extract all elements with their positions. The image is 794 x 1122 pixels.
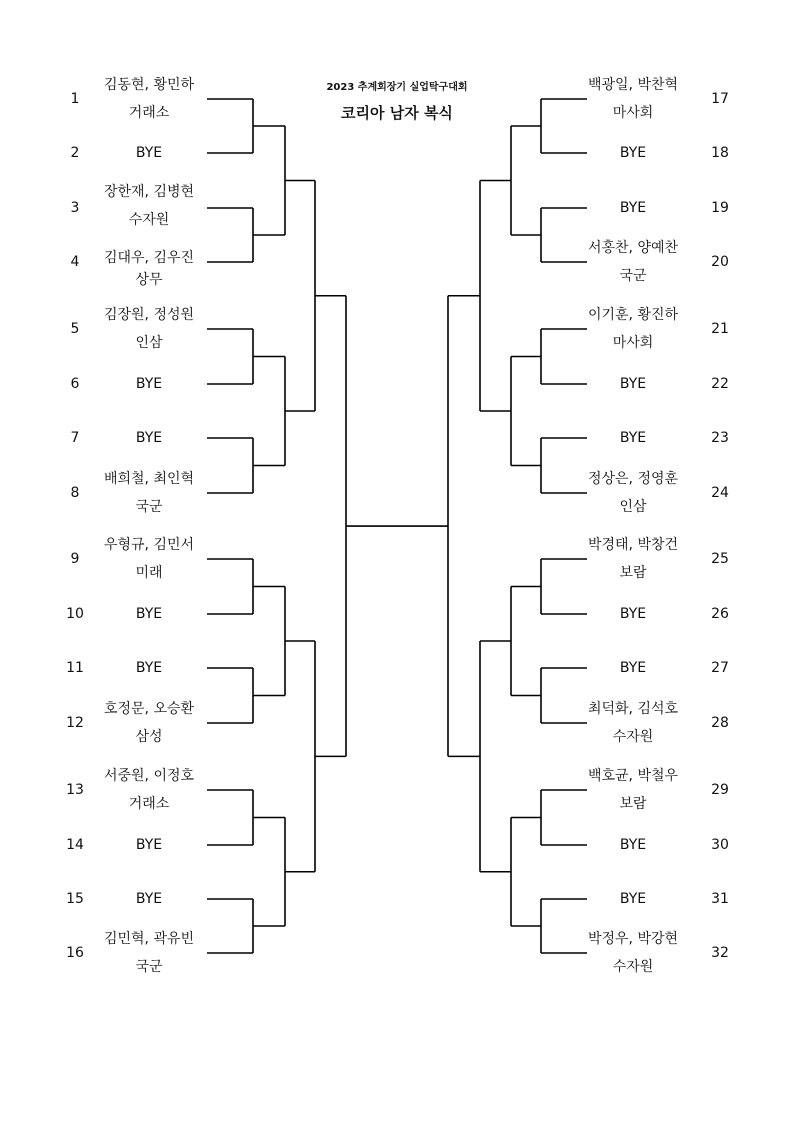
team-name: 수자원 — [612, 729, 654, 745]
team-name: 삼성 — [135, 729, 163, 745]
seed-number: 8 — [70, 485, 80, 501]
bye-slot: BYE — [135, 660, 163, 676]
player-pair-name: 김민혁, 곽유빈 — [103, 931, 195, 947]
team-name: 마사회 — [612, 105, 654, 121]
bye-slot: BYE — [619, 891, 647, 907]
seed-number: 2 — [70, 145, 80, 161]
seed-number: 20 — [711, 254, 729, 270]
team-name: 미래 — [135, 565, 163, 581]
seed-number: 5 — [70, 321, 80, 337]
seed-number: 19 — [711, 200, 729, 216]
seed-number: 3 — [70, 200, 80, 216]
seed-number: 15 — [66, 891, 84, 907]
seed-number: 21 — [711, 321, 729, 337]
player-pair-name: 백호균, 박철우 — [587, 768, 679, 784]
event-title: 2023 추계회장기 실업탁구대회 — [326, 82, 468, 93]
seed-number: 13 — [66, 782, 84, 798]
seed-number: 7 — [70, 430, 80, 446]
player-pair-name: 김장원, 정성원 — [103, 307, 195, 323]
seed-number: 26 — [711, 606, 729, 622]
bye-slot: BYE — [619, 145, 647, 161]
team-name: 국군 — [135, 499, 163, 515]
seed-number: 31 — [711, 891, 729, 907]
player-pair-name: 서중원, 이정호 — [103, 768, 195, 784]
team-name: 상무 — [135, 272, 163, 288]
bye-slot: BYE — [619, 606, 647, 622]
bye-slot: BYE — [619, 660, 647, 676]
team-name: 마사회 — [612, 335, 654, 351]
team-name: 인삼 — [619, 499, 647, 515]
team-name: 국군 — [135, 959, 163, 975]
seed-number: 12 — [66, 715, 84, 731]
seed-number: 25 — [711, 551, 729, 567]
seed-number: 16 — [66, 945, 84, 961]
seed-number: 6 — [70, 376, 80, 392]
player-pair-name: 호정문, 오승환 — [103, 701, 195, 717]
team-name: 보람 — [619, 796, 647, 812]
bye-slot: BYE — [135, 837, 163, 853]
seed-number: 23 — [711, 430, 729, 446]
seed-number: 28 — [711, 715, 729, 731]
seed-number: 27 — [711, 660, 729, 676]
bye-slot: BYE — [135, 145, 163, 161]
bye-slot: BYE — [619, 430, 647, 446]
seed-number: 1 — [70, 91, 80, 107]
seed-number: 14 — [66, 837, 84, 853]
seed-number: 4 — [70, 254, 80, 270]
seed-number: 29 — [711, 782, 729, 798]
bye-slot: BYE — [135, 606, 163, 622]
team-name: 거래소 — [128, 105, 170, 121]
seed-number: 18 — [711, 145, 729, 161]
seed-number: 10 — [66, 606, 84, 622]
player-pair-name: 박정우, 박강현 — [587, 931, 679, 947]
player-pair-name: 백광일, 박찬혁 — [587, 77, 679, 93]
bye-slot: BYE — [135, 891, 163, 907]
team-name: 수자원 — [612, 959, 654, 975]
seed-number: 11 — [66, 660, 84, 676]
team-name: 거래소 — [128, 796, 170, 812]
team-name: 수자원 — [128, 212, 170, 228]
player-pair-name: 우형규, 김민서 — [103, 537, 195, 553]
player-pair-name: 박경태, 박창건 — [587, 537, 679, 553]
player-pair-name: 최덕화, 김석호 — [587, 701, 679, 717]
bye-slot: BYE — [135, 376, 163, 392]
bye-slot: BYE — [619, 376, 647, 392]
player-pair-name: 김대우, 김우진 — [103, 250, 195, 266]
player-pair-name: 서홍찬, 양예찬 — [587, 240, 679, 256]
player-pair-name: 이기훈, 황진하 — [587, 307, 679, 323]
bye-slot: BYE — [135, 430, 163, 446]
division-title: 코리아 남자 복식 — [341, 104, 453, 122]
seed-number: 30 — [711, 837, 729, 853]
bye-slot: BYE — [619, 837, 647, 853]
bye-slot: BYE — [619, 200, 647, 216]
team-name: 국군 — [619, 268, 647, 284]
team-name: 인삼 — [135, 335, 163, 351]
player-pair-name: 장한재, 김병현 — [103, 184, 195, 200]
team-name: 보람 — [619, 565, 647, 581]
seed-number: 24 — [711, 485, 729, 501]
seed-number: 17 — [711, 91, 729, 107]
player-pair-name: 김동현, 황민하 — [103, 77, 195, 93]
seed-number: 9 — [70, 551, 80, 567]
player-pair-name: 정상은, 정영훈 — [587, 471, 679, 487]
player-pair-name: 배희철, 최인혁 — [103, 471, 195, 487]
seed-number: 32 — [711, 945, 729, 961]
seed-number: 22 — [711, 376, 729, 392]
